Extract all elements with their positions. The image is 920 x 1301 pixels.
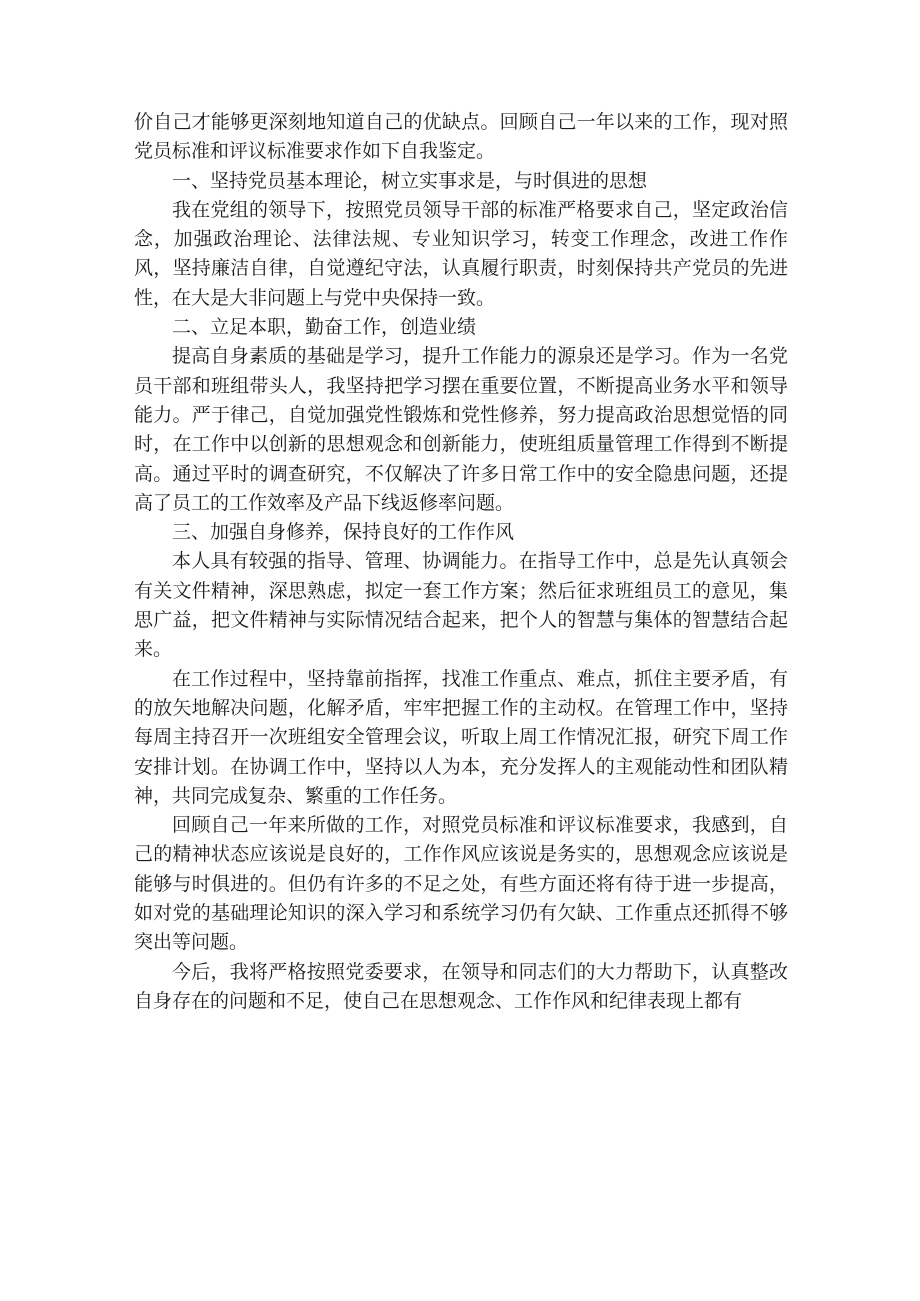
section-heading-2: 二、立足本职，勤奋工作，创造业绩 <box>172 316 477 339</box>
paragraph-future: 今后，我将严格按照党委要求，在领导和同志们的大力帮助下，认真整改自身存在的问题和不足，使自己在思想观念、工作作风和纪律表现上都有 <box>134 960 788 1012</box>
paragraph-review: 回顾自己一年来所做的工作，对照党员标准和评议标准要求，我感到，自己的精神状态应该说是良好的，工作作风应该说是务实的，思想观念应该说是能够与时俱进的。但仍有许多的不足之处，有些方面还将有待于进一步提高，如对党的基础理论知识的深入学习和系统学习仍有欠缺、工作重点还抓得不够突出等问题。 <box>134 814 788 954</box>
section-heading-1: 一、坚持党员基本理论，树立实事求是，与时俱进的思想 <box>172 169 648 192</box>
paragraph-section-1: 我在党组的领导下，按照党员领导干部的标准严格要求自己，坚定政治信念，加强政治理论、法律法规、专业知识学习，转变工作理念，改进工作作风，坚持廉洁自律，自觉遵纪守法，认真履行职责，时刻保持共产党员的先进性，在大是大非问题上与党中央保持一致。 <box>134 198 788 309</box>
paragraph-section-3b: 在工作过程中，坚持靠前指挥，找准工作重点、难点，抓住主要矛盾，有的放矢地解决问题，化解矛盾，牢牢把握工作的主动权。在管理工作中，坚持每周主持召开一次班组安全管理会议，听取上周工作情况汇报，研究下周工作安排计划。在协调工作中，坚持以人为本，充分发挥人的主观能动性和团队精神，共同完成复杂、繁重的工作任务。 <box>134 667 788 807</box>
paragraph-continuation: 价自己才能够更深刻地知道自己的优缺点。回顾自己一年以来的工作，现对照党员标准和评议标准要求作如下自我鉴定。 <box>134 111 788 163</box>
paragraph-section-3a: 本人具有较强的指导、管理、协调能力。在指导工作中，总是先认真领会有关文件精神，深思熟虑，拟定一套工作方案；然后征求班组员工的意见，集思广益，把文件精神与实际情况结合起来，把个人的智慧与集体的智慧结合起来。 <box>134 550 788 661</box>
document-body <box>134 108 788 1016</box>
paragraph-section-2: 提高自身素质的基础是学习，提升工作能力的源泉还是学习。作为一名党员干部和班组带头人，我坚持把学习摆在重要位置，不断提高业务水平和领导能力。严于律己，自觉加强党性锻炼和党性修养，努力提高政治思想觉悟的同时，在工作中以创新的思想观念和创新能力，使班组质量管理工作得到不断提高。通过平时的调查研究，不仅解决了许多日常工作中的安全隐患问题，还提高了员工的工作效率及产品下线返修率问题。 <box>134 345 788 514</box>
section-heading-3: 三、加强自身修养，保持良好的工作作风 <box>172 521 515 544</box>
